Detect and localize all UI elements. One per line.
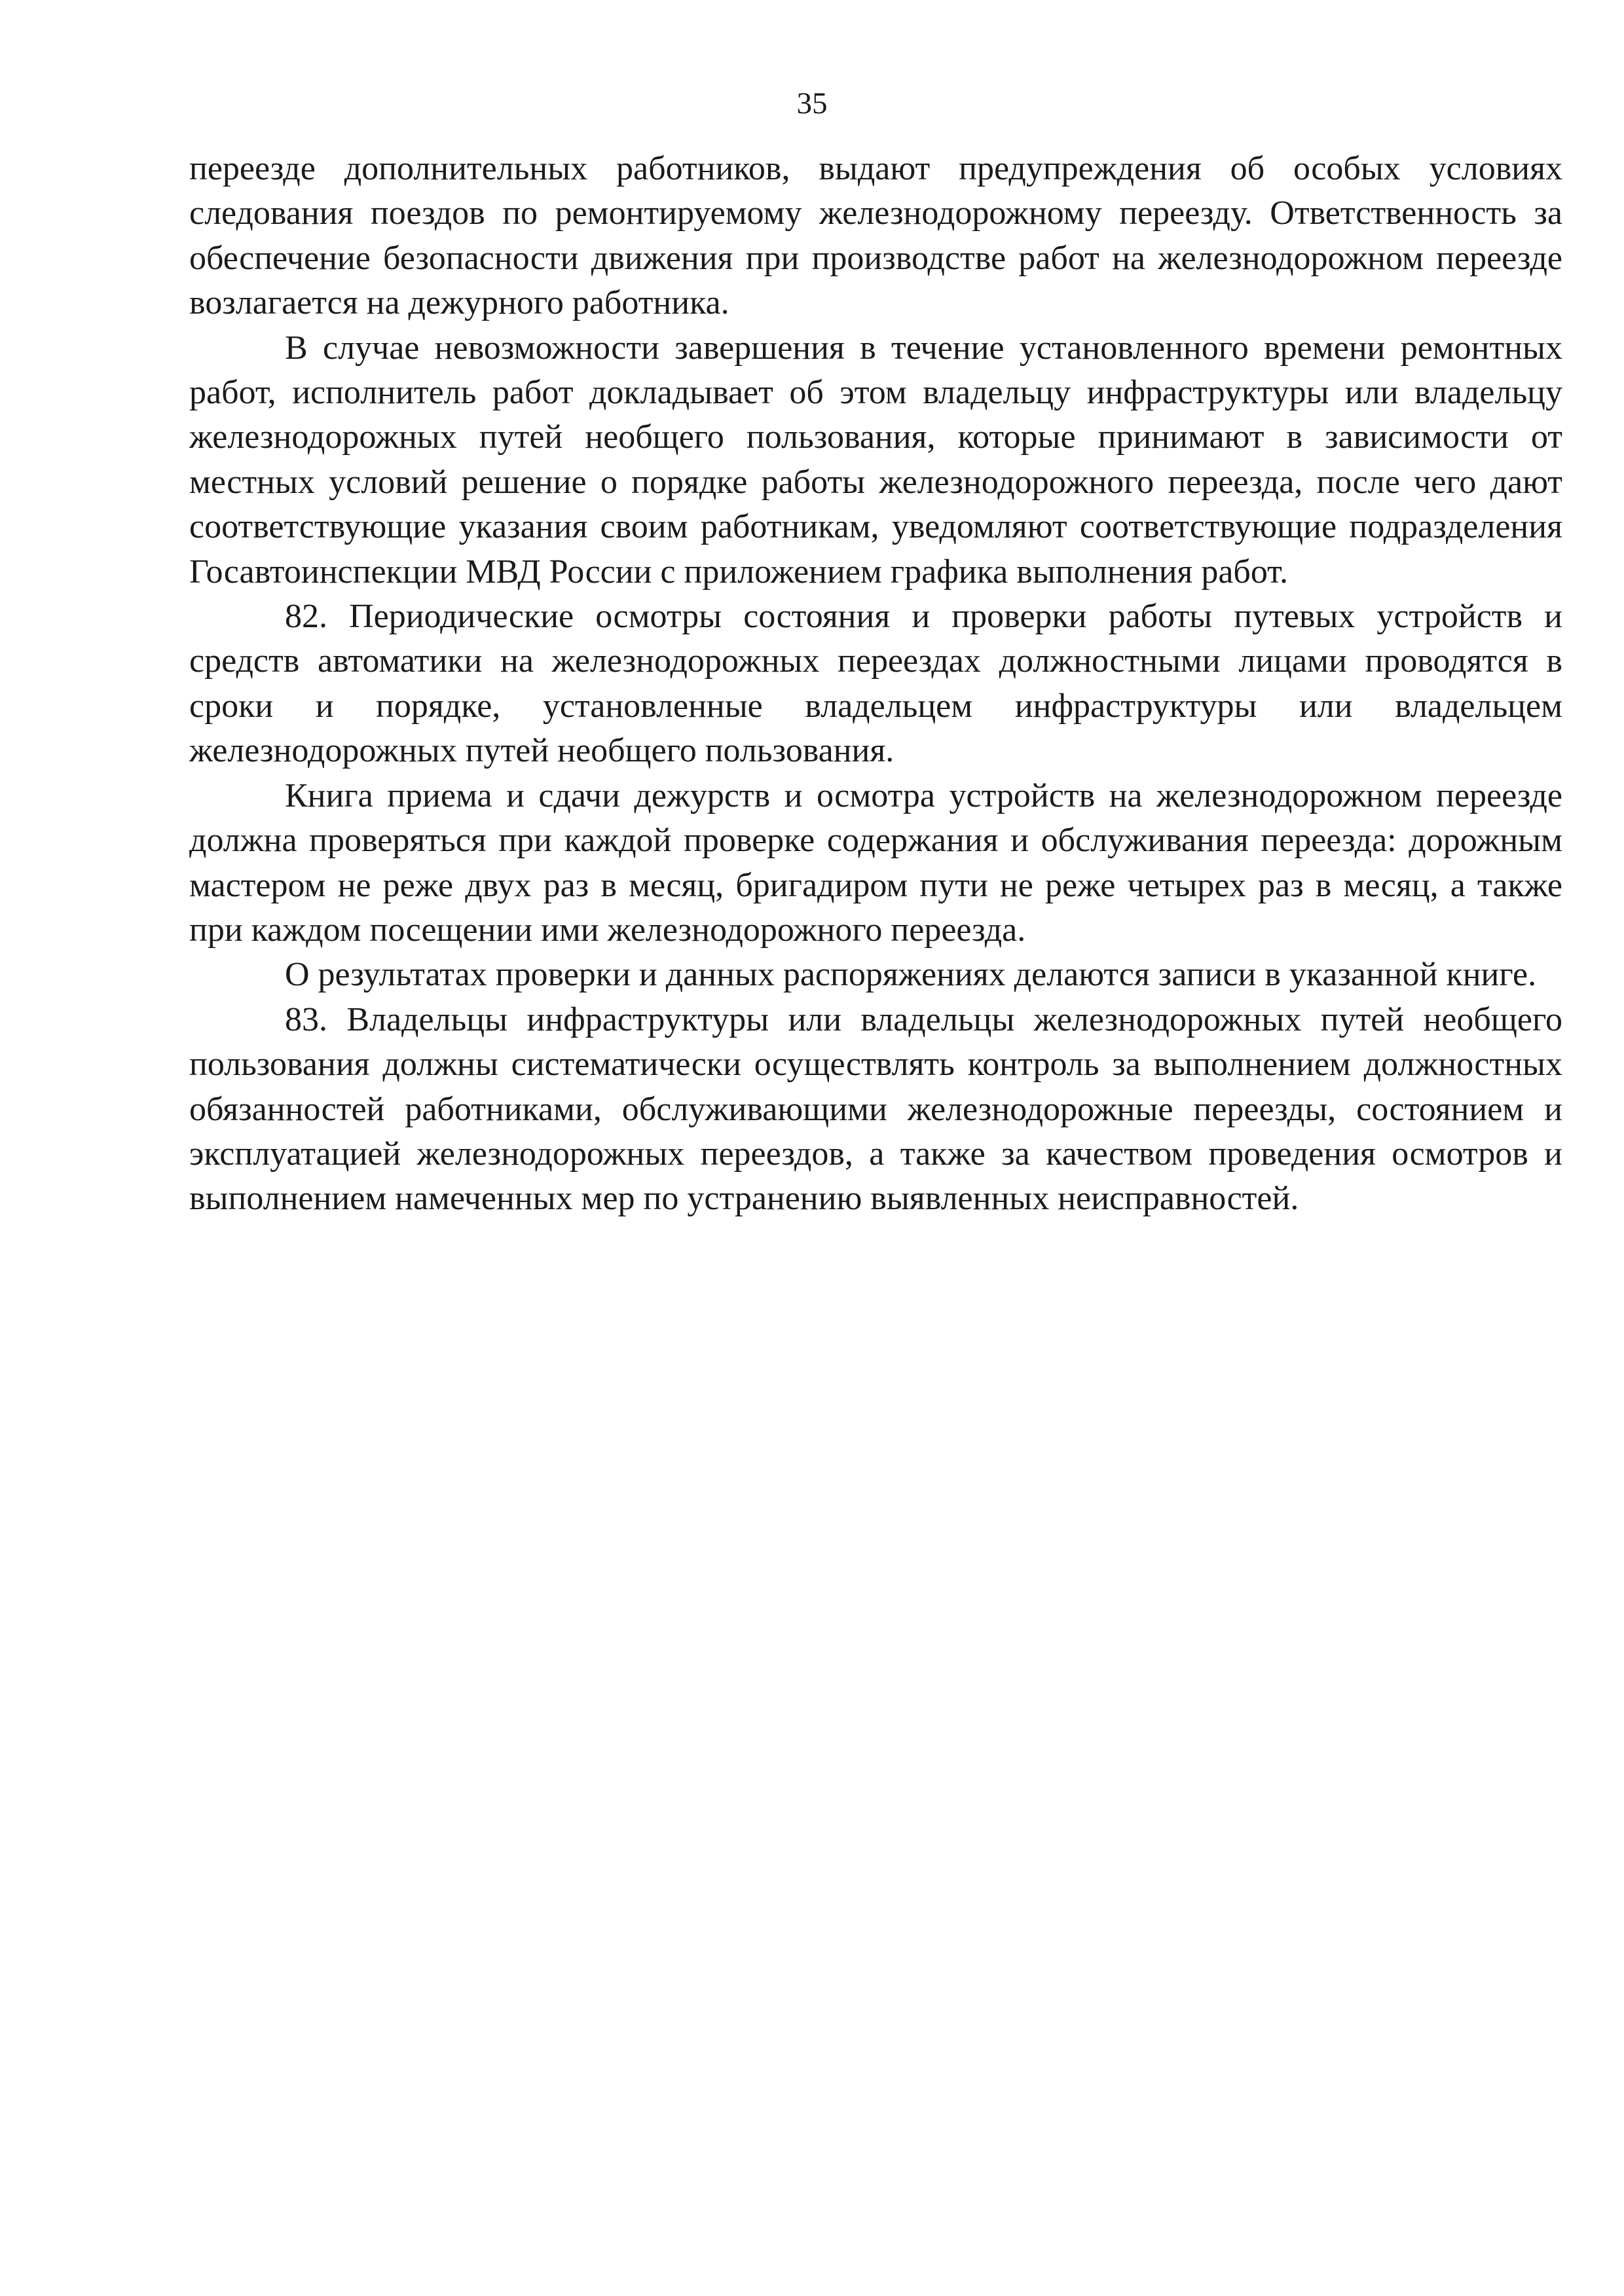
paragraph-continuation: переезде дополнительных работников, выдают предупреждения об особых условиях следования поездов по ремонтируемому железнодорожному переезду. Ответственность за обеспечение безопасности движения при производстве работ на железнодорожном переезде возлагается на дежурного работника.	[189, 150, 1562, 322]
paragraph-82-inspections: 82. Периодические осмотры состояния и проверки работы путевых устройств и средств автоматики на железнодорожных переездах должностными лицами проводятся в сроки и порядке, установленные владельцем инфраструктуры или владельцем железнодорожных путей необщего пользования.	[189, 598, 1562, 770]
paragraph-inspection-records: О результатах проверки и данных распоряжениях делаются записи в указанной книге.	[285, 956, 1537, 994]
paragraph-83-owner-control: 83. Владельцы инфраструктуры или владельцы железнодорожных путей необщего пользования должны систематически осуществлять контроль за выполнением должностных обязанностей работниками, обслуживающими железнодорожные переезды, состоянием и эксплуатацией железнодорожных переездов, а также за качеством проведения осмотров и выполнением намеченных мер по устранению выявленных неисправностей.	[189, 1000, 1562, 1218]
document-body	[189, 147, 1562, 1222]
paragraph-duty-log-book: Книга приема и сдачи дежурств и осмотра устройств на железнодорожном переезде должна проверяться при каждой проверке содержания и обслуживания переезда: дорожным мастером не реже двух раз в месяц, бригадиром пути не реже четырех раз в месяц, а также при каждом посещении ими железнодорожного переезда.	[189, 776, 1562, 949]
paragraph-incomplete-repair: В случае невозможности завершения в течение установленного времени ремонтных работ, исполнитель работ докладывает об этом владельцу инфраструктуры или владельцу железнодорожных путей необщего пользования, которые принимают в зависимости от местных условий решение о порядке работы железнодорожного переезда, после чего дают соответствующие указания своим работникам, уведомляют соответствующие подразделения Госавтоинспекции МВД России с приложением графика выполнения работ.	[189, 329, 1562, 591]
page-number: 35	[796, 86, 828, 120]
